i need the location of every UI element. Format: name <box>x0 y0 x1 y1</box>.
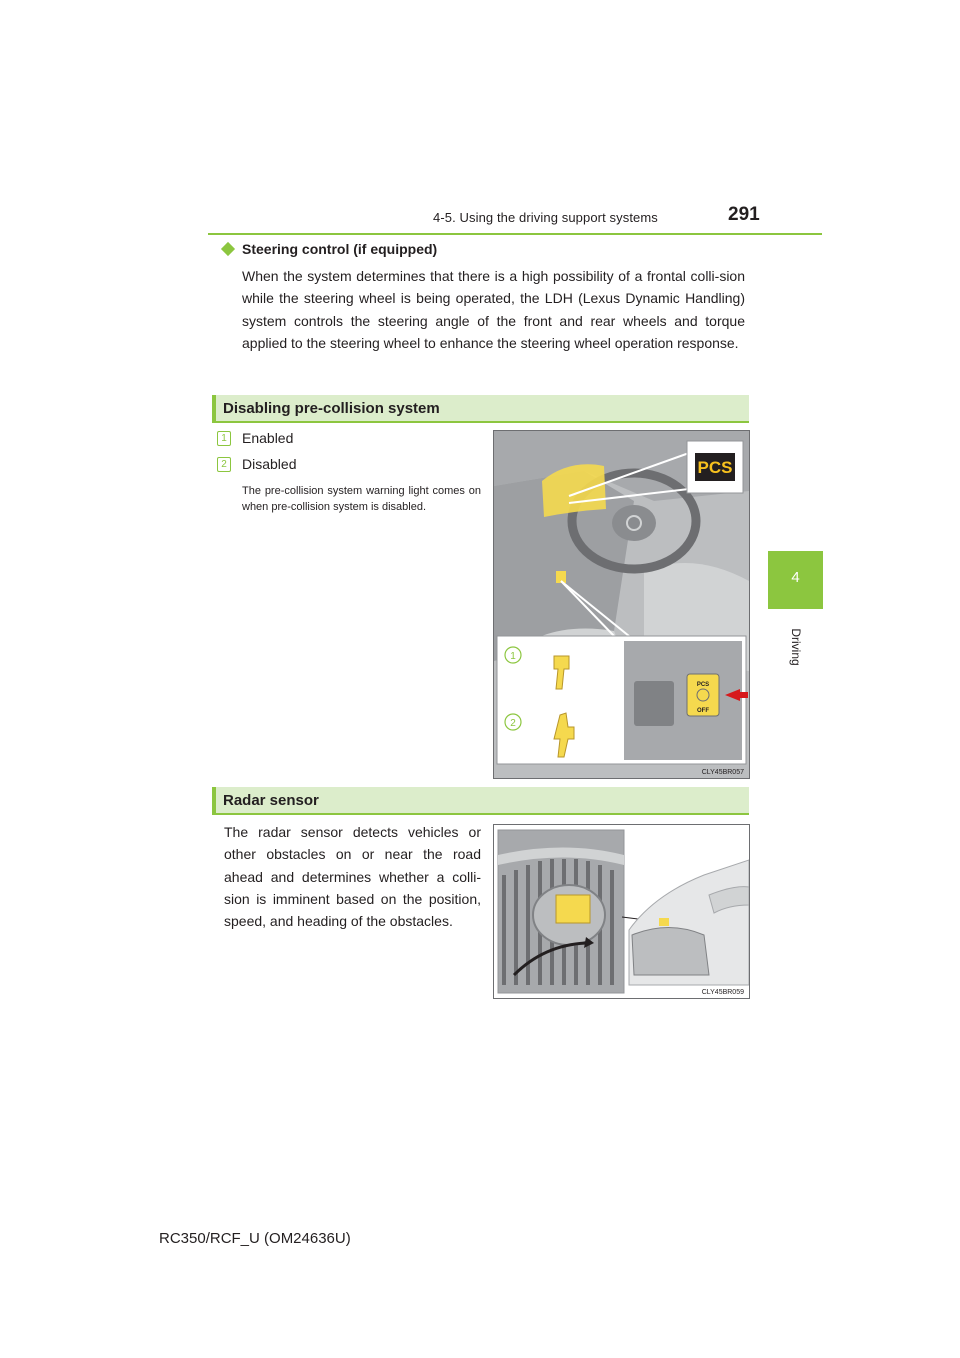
section-heading-text: Radar sensor <box>223 792 319 809</box>
steering-heading: Steering control (if equipped) <box>242 241 438 257</box>
steering-paragraph: When the system determines that there is a high possibility of a frontal colli-sion while the steering wheel is being operated, the LDH (Lexus Dynamic Handling) system controls the steering angle of the front and rear wheels and torque applied to the steering wheel to enhance the steering wheel operation response. <box>242 268 745 351</box>
item-enabled: Enabled <box>242 430 294 446</box>
section-heading-text: Disabling pre-collision system <box>223 400 440 417</box>
diamond-bullet-icon <box>221 242 235 256</box>
disabled-note: The pre-collision system warning light comes on when pre-collision system is disabled. <box>242 485 481 513</box>
figure-code: CLY45BR059 <box>701 989 744 996</box>
header-rule <box>208 233 822 235</box>
footer-model: RC350/RCF_U (OM24636U) <box>159 1230 351 1247</box>
callout-1: 1 <box>510 651 516 662</box>
pcs-switch-illustration <box>493 430 750 779</box>
callout-2: 2 <box>510 718 516 729</box>
section-heading-radar <box>212 787 749 815</box>
radar-sensor-illustration <box>493 824 750 999</box>
section-heading-disabling <box>212 395 749 423</box>
item-disabled: Disabled <box>242 456 297 472</box>
radar-paragraph: The radar sensor detects vehicles or other obstacles on or near the road ahead and determines whether a colli-sion is imminent based on the position, speed, and heading of the obstacles. <box>224 824 481 930</box>
running-header-title: 4-5. Using the driving support systems <box>433 210 658 225</box>
item-number-badge: 1 <box>217 431 231 446</box>
chapter-label: Driving <box>789 628 803 666</box>
figure-code: CLY45BR057 <box>701 769 744 776</box>
switch-label-pcs: PCS <box>696 682 710 688</box>
chapter-tab <box>768 551 823 609</box>
chapter-label-box <box>778 617 814 677</box>
page-number: 291 <box>728 204 760 225</box>
switch-label-off: OFF <box>697 708 709 714</box>
chapter-number: 4 <box>791 569 800 586</box>
item-number-badge: 2 <box>217 457 231 472</box>
pcs-indicator-text: PCS <box>697 458 733 477</box>
